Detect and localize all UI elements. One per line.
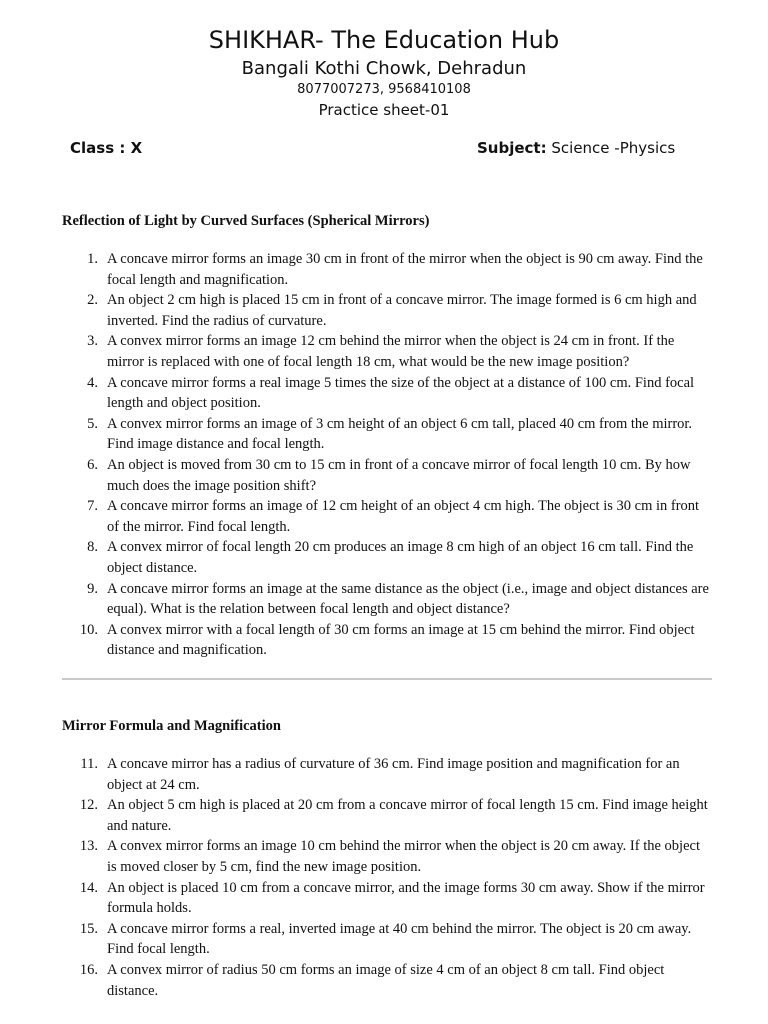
question-item: [62, 537, 712, 578]
class-label: Class : X: [70, 139, 143, 157]
question-item: [62, 455, 712, 496]
question-item: [62, 373, 712, 414]
question-number: 14.: [79, 879, 98, 896]
question-item: [62, 919, 712, 960]
question-text: An object is moved from 30 cm to 15 cm in front of a concave mirror of focal length 10 cm. By how much does the image position shift?: [107, 456, 691, 494]
question-number: 13.: [79, 838, 98, 855]
question-text: A concave mirror forms an image 30 cm in front of the mirror when the object is 90 cm away. Find the focal length and magnification.: [107, 251, 703, 288]
question-number: 4.: [87, 374, 98, 391]
question-item: [62, 496, 712, 537]
question-item: [62, 754, 712, 795]
question-number: 12.: [79, 797, 98, 814]
question-list-section-1: [62, 249, 712, 661]
question-number: 10.: [79, 621, 98, 638]
question-list-section-2: [62, 754, 712, 1001]
question-number: 15.: [79, 920, 98, 937]
question-text: A concave mirror has a radius of curvature of 36 cm. Find image position and magnification for an object at 24 cm.: [107, 756, 680, 793]
section-title-mirror-formula: Mirror Formula and Magnification: [62, 718, 281, 734]
question-item: [62, 620, 712, 661]
question-number: 5.: [87, 415, 98, 432]
subject-label: Subject:: [477, 139, 547, 157]
question-item: [62, 878, 712, 919]
institute-address: Bangali Kothi Chowk, Dehradun: [241, 58, 527, 79]
question-item: [62, 290, 712, 331]
sheet-title: Practice sheet-01: [318, 101, 450, 119]
question-text: A concave mirror forms a real image 5 times the size of the object at a distance of 100 cm. Find focal length and object position.: [107, 374, 695, 412]
question-text: An object 5 cm high is placed at 20 cm from a concave mirror of focal length 15 cm. Find image height and nature.: [107, 797, 708, 834]
section-divider: [62, 678, 712, 680]
question-item: [62, 579, 712, 620]
institute-phone: 8077007273, 9568410108: [297, 82, 471, 97]
question-text: A convex mirror forms an image of 3 cm height of an object 6 cm tall, placed 40 cm from the mirror. Find image distance and focal length.: [107, 415, 693, 453]
question-number: 6.: [87, 456, 98, 473]
question-number: 8.: [87, 539, 98, 556]
question-item: [62, 795, 712, 836]
question-number: 11.: [80, 756, 98, 772]
document-header: [0, 24, 768, 121]
question-text: A concave mirror forms an image of 12 cm height of an object 4 cm high. The object is 30 cm in front of the mirror. Find focal length.: [107, 498, 700, 535]
institute-title: SHIKHAR- The Education Hub: [208, 26, 560, 54]
subject-line: [477, 138, 675, 158]
question-number: 1.: [87, 251, 98, 267]
question-item: [62, 836, 712, 877]
question-item: [62, 249, 712, 290]
question-text: A convex mirror with a focal length of 30 cm forms an image at 15 cm behind the mirror. Find object distance and magnification.: [107, 621, 695, 659]
question-text: A concave mirror forms an image at the same distance as the object (i.e., image and object distances are equal). What is the relation between focal length and object distance?: [107, 580, 709, 618]
question-text: A convex mirror forms an image 12 cm behind the mirror when the object is 24 cm in front. If the mirror is replaced with one of focal length 18 cm, what would be the new image position?: [107, 333, 675, 370]
question-number: 9.: [87, 580, 98, 597]
question-number: 2.: [87, 292, 98, 309]
question-number: 7.: [87, 498, 98, 515]
section-title-spherical-mirrors: Reflection of Light by Curved Surfaces (Spherical Mirrors): [62, 213, 430, 229]
question-text: A convex mirror forms an image 10 cm behind the mirror when the object is 20 cm away. If the object is moved closer by 5 cm, find the new image position.: [107, 838, 700, 875]
question-number: 3.: [87, 333, 98, 350]
question-text: A concave mirror forms a real, inverted image at 40 cm behind the mirror. The object is 20 cm away. Find focal length.: [107, 920, 692, 958]
question-text: An object 2 cm high is placed 15 cm in front of a concave mirror. The image formed is 6 cm high and inverted. Find the radius of curvature.: [107, 292, 697, 329]
question-item: [62, 331, 712, 372]
question-item: [62, 960, 712, 1001]
question-text: An object is placed 10 cm from a concave mirror, and the image forms 30 cm away. Show if the mirror formula holds.: [107, 879, 705, 917]
question-text: A convex mirror of radius 50 cm forms an image of size 4 cm of an object 8 cm tall. Find object distance.: [107, 961, 665, 999]
question-item: [62, 414, 712, 455]
question-number: 16.: [79, 961, 98, 978]
question-text: A convex mirror of focal length 20 cm produces an image 8 cm high of an object 16 cm tall. Find the object distance.: [107, 539, 694, 576]
subject-value: Science -Physics: [546, 139, 676, 157]
